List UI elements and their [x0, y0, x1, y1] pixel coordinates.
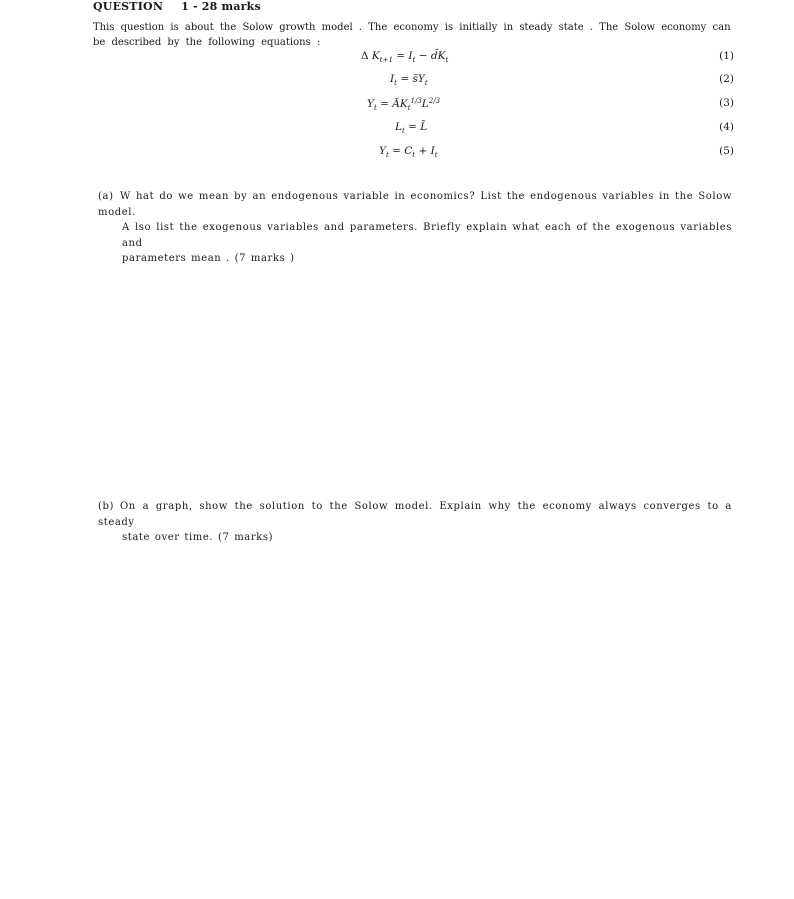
equation-5-expression: $Y_t = C_t + I_t$: [379, 145, 438, 159]
question-title: QUESTION: [93, 0, 164, 13]
part-b: [98, 499, 732, 546]
equation-1-number: (1): [719, 50, 734, 62]
equation-2: [0, 73, 794, 91]
equation-3: [0, 97, 794, 115]
equation-2-number: (2): [719, 73, 734, 85]
equation-4-expression: $L_t$ = L̄: [395, 121, 428, 135]
intro-line-1: This question is about the Solow growth model . The economy is initially in steady state . The Solow economy can: [93, 22, 731, 33]
equation-5-number: (5): [719, 145, 734, 157]
part-b-label: (b): [98, 501, 115, 512]
part-a-line-1: W hat do we mean by an endogenous variable in economics? List the endogenous variables in the Solow model.: [98, 191, 732, 218]
equation-4-number: (4): [719, 121, 734, 133]
equation-2-expression: $I_t$ = $s̄Y_t$: [390, 73, 428, 87]
equation-3-number: (3): [719, 97, 734, 109]
part-b-line-1: On a graph, show the solution to the Solow model. Explain why the economy always converges to a steady: [98, 501, 732, 528]
part-a: [98, 189, 732, 267]
part-a-line-2: A lso list the exogenous variables and parameters. Briefly explain what each of the exogenous variables and: [122, 222, 732, 249]
intro-paragraph: [93, 20, 731, 50]
equation-4: [0, 121, 794, 139]
equation-1-expression: Δ $K_{t+1} = I_t$ − $d̄K_t$: [361, 50, 449, 64]
question-heading: [93, 0, 261, 13]
part-b-line-2: state over time. (7 marks): [122, 532, 274, 543]
equation-3-expression: $Y_t$ = $ĀK_t^{1/3}L^{2/3}$: [367, 97, 441, 112]
part-a-line-3: parameters mean . (7 marks ): [122, 253, 295, 264]
equation-5: [0, 145, 794, 163]
intro-line-2: be described by the following equations :: [93, 37, 321, 48]
part-a-label: (a): [98, 191, 114, 202]
equation-1: [0, 50, 794, 68]
question-marks: 1 - 28 marks: [181, 0, 261, 13]
